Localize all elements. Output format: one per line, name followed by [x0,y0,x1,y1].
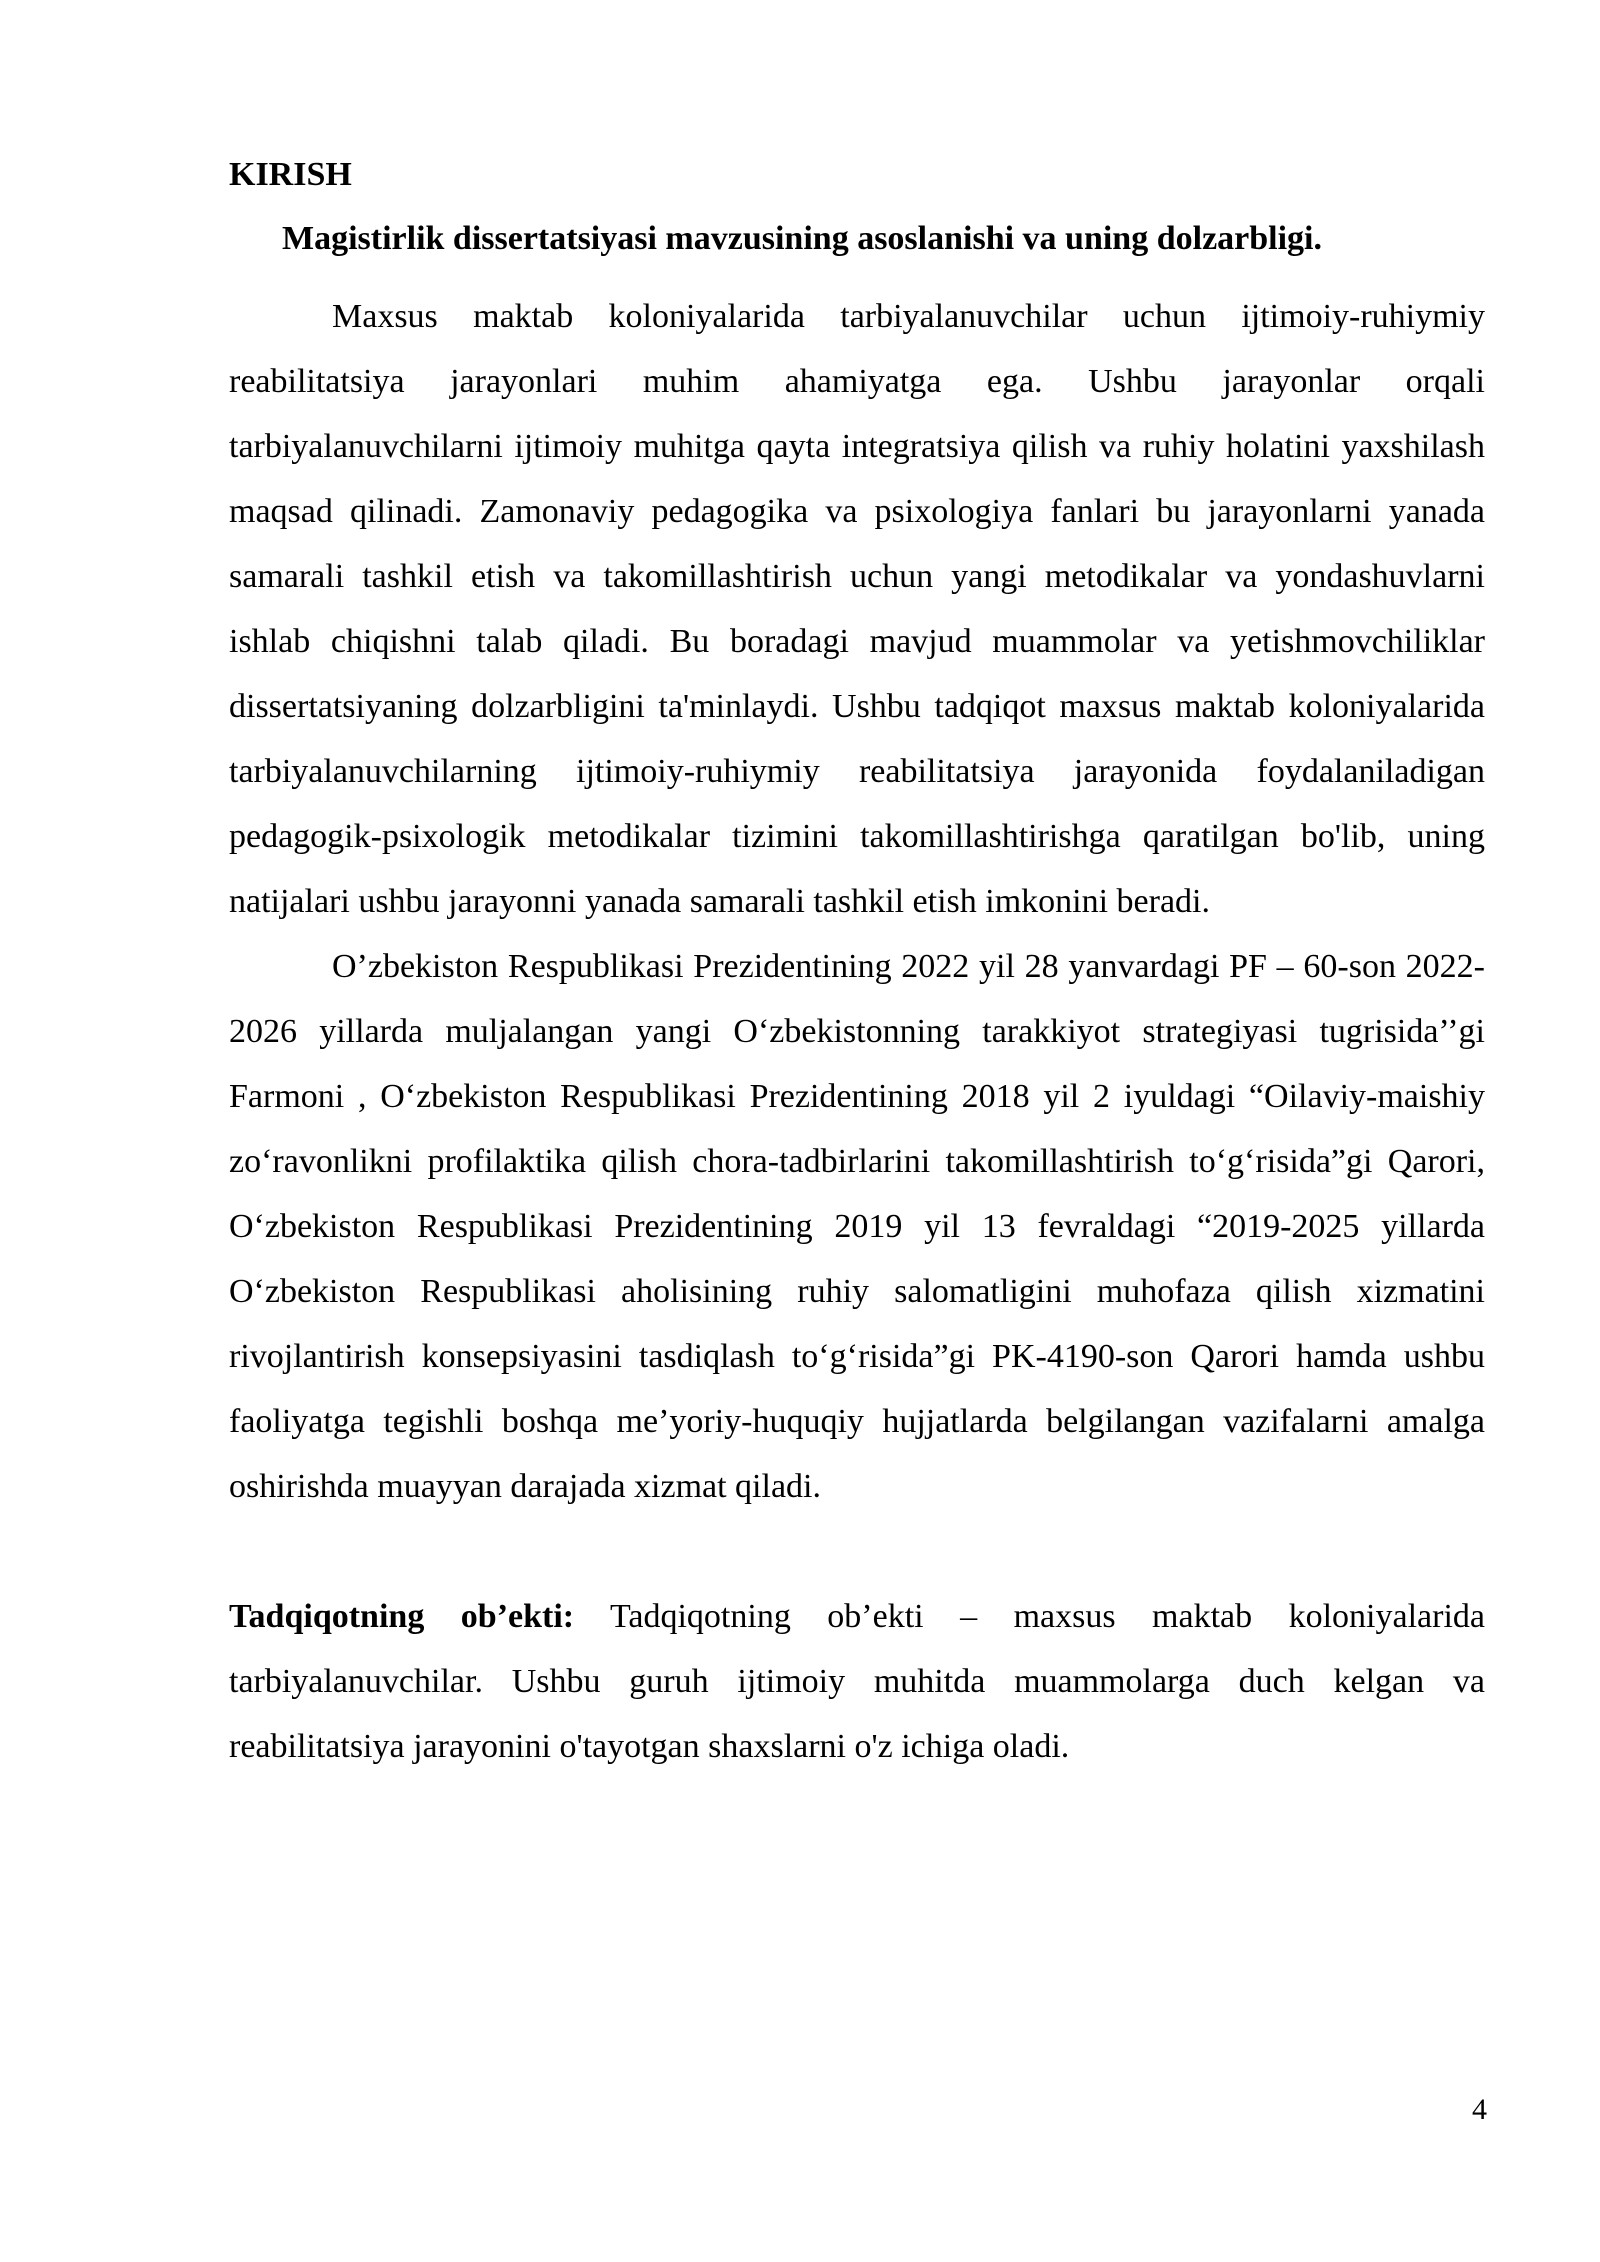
research-object-label: Tadqiqotning ob’ekti: [229,1598,575,1635]
page-number: 4 [1472,2093,1487,2126]
subtitle: Magistirlik dissertatsiyasi mavzusining asoslanishi va uning dolzarbligi. [282,220,1323,257]
paragraph-relevance: Maxsus maktab koloniyalarida tarbiyalanuvchilar uchun ijtimoiy-ruhiymiy reabilitatsiya jarayonlari muhim ahamiyatga ega. Ushbu jarayonlar orqali tarbiyalanuvchilarni ijtimoiy muhitga qayta integratsiya qilish va ruhiy holatini yaxshilash maqsad qilinadi. Zamonaviy pedagogika va psixologiya fanlari bu jarayonlarni yanada samarali tashkil etish va takomillashtirish uchun yangi metodikalar va yondashuvlarni ishlab chiqishni talab qiladi. Bu boradagi mavjud muammolar va yetishmovchiliklar dissertatsiyaning dolzarbligini ta'minlaydi. Ushbu tadqiqot maxsus maktab koloniyalarida tarbiyalanuvchilarning ijtimoiy-ruhiymiy reabilitatsiya jarayonida foydalaniladigan pedagogik-psixologik metodikalar tizimini takomillashtirishga qaratilgan bo'lib, uning natijalari ushbu jarayonni yanada samarali tashkil etish imkonini beradi. [229,298,1485,920]
page-content [229,150,1485,1779]
paragraph-legal-basis: O’zbekiston Respublikasi Prezidentining 2022 yil 28 yanvardagi PF – 60-son 2022-2026 yillarda muljalangan yangi O‘zbekistonning tarakkiyot strategiyasi tugrisida’’gi Farmoni , O‘zbekiston Respublikasi Prezidentining 2018 yil 2 iyuldagi “Oilaviy-maishiy zo‘ravonlikni profilaktika qilish chora-tadbirlarini takomillashtirish to‘g‘risida”gi Qarori, O‘zbekiston Respublikasi Prezidentining 2019 yil 13 fevraldagi “2019-2025 yillarda O‘zbekiston Respublikasi aholisining ruhiy salomatligini muhofaza qilish xizmatini rivojlantirish konsepsiyasini tasdiqlash to‘g‘risida”gi PK-4190-son Qarori hamda ushbu faoliyatga tegishli boshqa me’yoriy-huquqiy hujjatlarda belgilangan vazifalarni amalga oshirishda muayyan darajada xizmat qiladi. [229,948,1485,1505]
section-title: KIRISH [229,156,352,193]
research-object-text: Tadqiqotning ob’ekti – maxsus maktab koloniyalarida tarbiyalanuvchilar. Ushbu guruh ijtimoiy muhitda muammolarga duch kelgan va reabilitatsiya jarayonini o'tayotgan shaxslarni o'z ichiga oladi. [229,1598,1485,1765]
paragraph-research-object [229,1584,1485,1779]
